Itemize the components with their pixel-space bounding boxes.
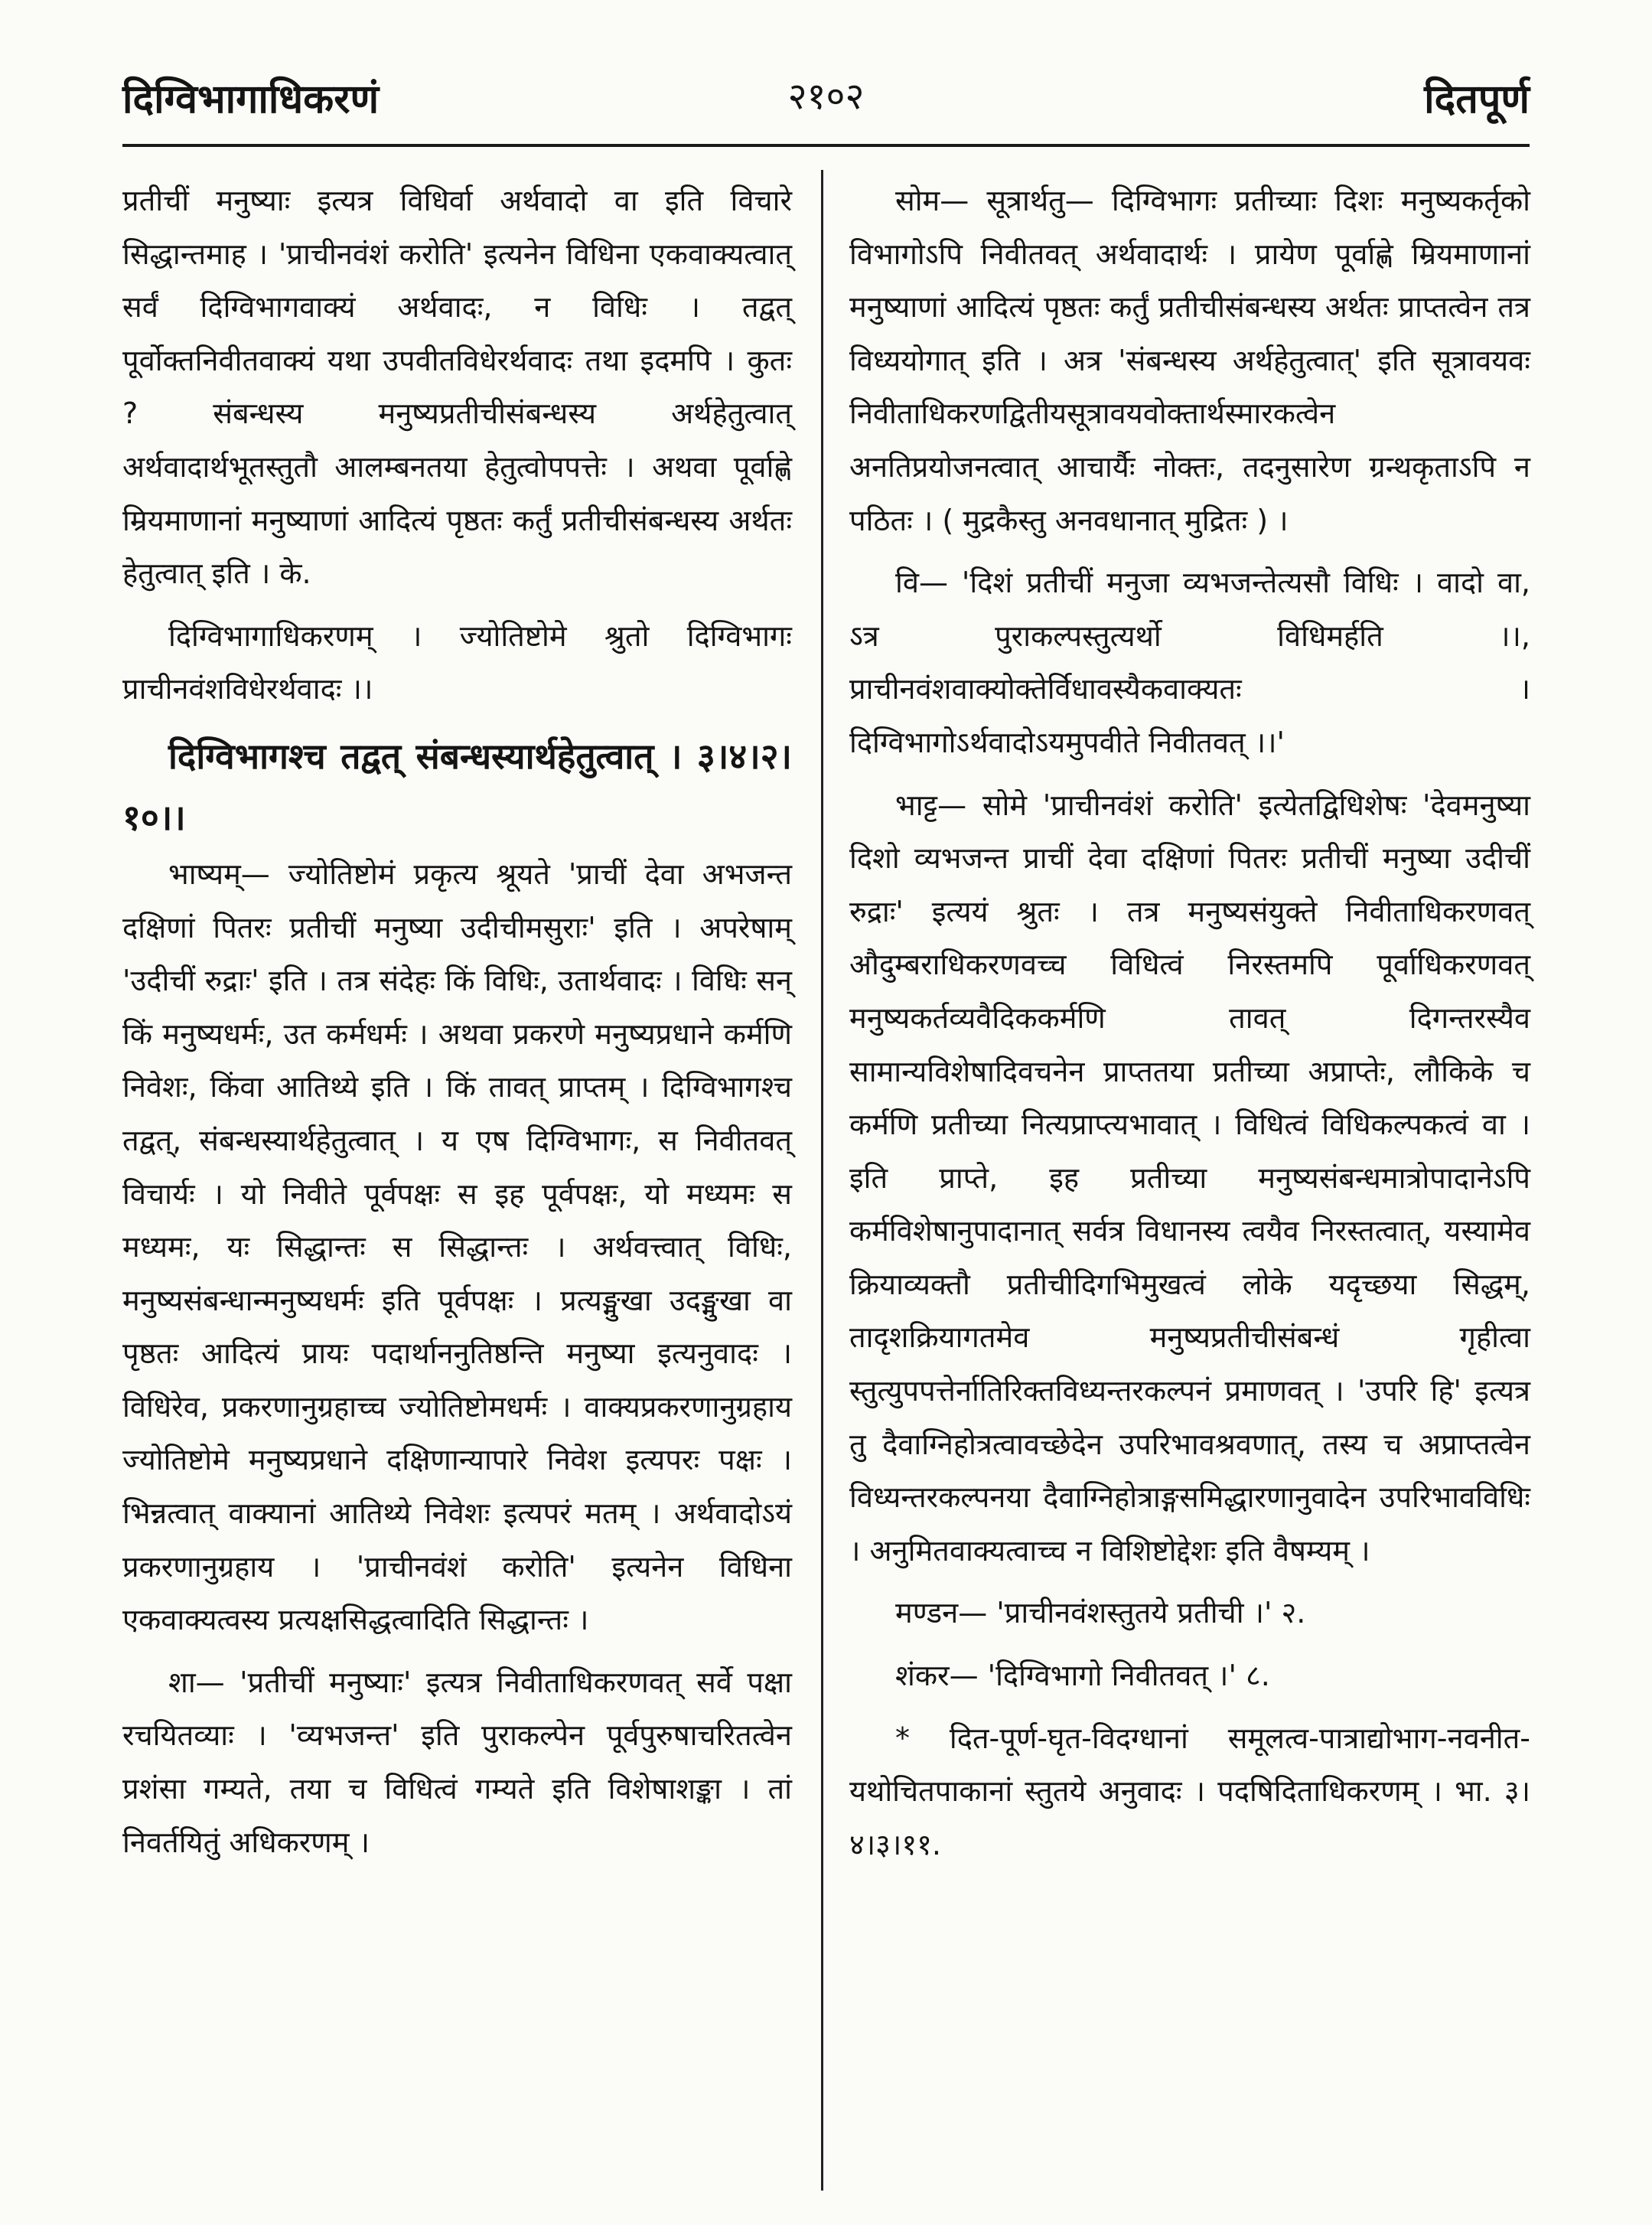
right-column: [849, 175, 1530, 1871]
header-catchword: दितपूर्ण: [1424, 77, 1530, 122]
sutra-text: दिग्विभागश्च तद्वत् संबन्धस्यार्थहेतुत्वात् । ३।४।२।१०।।: [122, 735, 792, 838]
bhashya-paragraph: भाष्यम्— ज्योतिष्टोमं प्रकृत्य श्रूयते 'प्राचीं देवा अभजन्त दक्षिणां पितरः प्रतीचीं मनुष्या उदीचीमसुराः' इति । अपरेषाम् 'उदीचीं रुद्राः' इति । तत्र संदेहः किं विधिः, उतार्थवादः । विधिः सन् किं मनुष्यधर्मः, उत कर्मधर्मः । अथवा प्रकरणे मनुष्यप्रधाने कर्मणि निवेशः, किंवा आतिथ्ये इति । किं तावत् प्राप्तम् । दिग्विभागश्च तद्वत्, संबन्धस्यार्थहेतुत्वात् । य एष दिग्विभागः, स निवीतवत् विचार्यः । यो निवीते पूर्वपक्षः स इह पूर्वपक्षः, यो मध्यमः स मध्यमः, यः सिद्धान्तः स सिद्धान्तः । अर्थवत्त्वात् विधिः, मनुष्यसंबन्धान्मनुष्यधर्मः इति पूर्वपक्षः । प्रत्यङ्मुखा उदङ्मुखा वा पृष्ठतः आदित्यं प्रायः पदार्थाननुतिष्ठन्ति मनुष्या इत्यनुवादः । विधिरेव, प्रकरणानुग्रहाच्च ज्योतिष्टोमधर्मः । वाक्यप्रकरणानुग्रहाय ज्योतिष्टोमे मनुष्यप्रधाने दक्षिणान्यापारे निवेश इत्यपरः पक्षः । भिन्नत्वात् वाक्यानां आतिथ्ये निवेशः इत्यपरं मतम् । अर्थवादोऽयं प्रकरणानुग्रहाय । 'प्राचीनवंशं करोति' इत्यनेन विधिना एकवाक्यत्वस्य प्रत्यक्षसिद्धत्वादिति सिद्धान्तः ।: [122, 856, 792, 1637]
shankara-line: शंकर— 'दिग्विभागो निवीतवत् ।' ८.: [895, 1659, 1270, 1693]
running-header: [122, 70, 1530, 139]
footer-note: * दित-पूर्ण-घृत-विदग्धानां समूलत्व-पात्राद्योभाग-नवनीत-यथोचितपाकानां स्तुतये अनुवादः । पदषिदिताधिकरणम् । भा. ३।४।३।११.: [849, 1721, 1530, 1861]
mandana-line: मण्डन— 'प्राचीनवंशस्तुतये प्रतीची ।' २.: [895, 1596, 1306, 1630]
left-column: [122, 175, 792, 1869]
page-number: २१०२: [787, 75, 865, 118]
adhikarana-title: दिग्विभागाधिकरणम् । ज्योतिष्टोमे श्रुतो दिग्विभागः प्राचीनवंशविधेरर्थवादः ।।: [122, 618, 792, 706]
soma-paragraph: सोम— सूत्रार्थतु— दिग्विभागः प्रतीच्याः दिशः मनुष्यकर्तृको विभागोऽपि निवीतवत् अर्थवादार्थः । प्रायेण पूर्वाह्णे म्रियमाणानां मनुष्याणां आदित्यं पृष्ठतः कर्तुं प्रतीचीसंबन्धस्य अर्थतः प्राप्तत्वेन तत्र विध्ययोगात् इति । अत्र 'संबन्धस्य अर्थहेतुत्वात्' इति सूत्रावयवः निवीताधिकरणद्वितीयसूत्रावयवोक्तार्थस्मारकत्वेन अनतिप्रयोजनत्वात् आचार्यैः नोक्तः, तदनुसारेण ग्रन्थकृताऽपि न पठितः । ( मुद्रकैस्तु अनवधानात् मुद्रितः ) ।: [849, 184, 1530, 537]
vi-verse: वि— 'दिशं प्रतीचीं मनुजा व्यभजन्तेत्यसौ विधिः । वादो वा, ऽत्र पुराकल्पस्तुत्यर्थो विधिमर्हति ।।, प्राचीनवंशवाक्योक्तेर्विधावस्यैकवाक्यतः । दिग्विभागोऽर्थवादोऽयमुपवीते निवीतवत् ।।': [849, 566, 1530, 759]
paragraph-opening: प्रतीचीं मनुष्याः इत्यत्र विधिर्वा अर्थवादो वा इति विचारे सिद्धान्तमाह । 'प्राचीनवंशं करोति' इत्यनेन विधिना एकवाक्यत्वात् सर्वं दिग्विभागवाक्यं अर्थवादः, न विधिः । तद्वत् पूर्वोक्तनिवीतवाक्यं यथा उपवीतविधेरर्थवादः तथा इदमपि । कुतः ? संबन्धस्य मनुष्यप्रतीचीसंबन्धस्य अर्थहेतुत्वात् अर्थवादार्थभूतस्तुतौ आलम्बनतया हेतुत्वोपपत्तेः । अथवा पूर्वाह्णे म्रियमाणानां मनुष्याणां आदित्यं पृष्ठतः कर्तुं प्रतीचीसंबन्धस्य अर्थतः हेतुत्वात् इति । के.: [122, 184, 792, 591]
sha-paragraph: शा— 'प्रतीचीं मनुष्याः' इत्यत्र निवीताधिकरणवत् सर्वे पक्षा रचयितव्याः । 'व्यभजन्त' इति पुराकल्पेन पूर्वपुरुषाचरितत्वेन प्रशंसा गम्यते, तया च विधित्वं गम्यते इति विशेषाशङ्का । तां निवर्तयितुं अधिकरणम् ।: [122, 1665, 792, 1859]
header-rule: [122, 144, 1530, 147]
bhatta-paragraph: भाट्ट— सोमे 'प्राचीनवंशं करोति' इत्येतद्विधिशेषः 'देवमनुष्या दिशो व्यभजन्त प्राचीं देवा दक्षिणां पितरः प्रतीचीं मनुष्या उदीचीं रुद्राः' इत्ययं श्रुतः । तत्र मनुष्यसंयुक्ते निवीताधिकरणवत् औदुम्बराधिकरणवच्च विधित्वं निरस्तमपि पूर्वाधिकरणवत् मनुष्यकर्तव्यवैदिककर्मणि तावत् दिगन्तरस्यैव सामान्यविशेषादिवचनेन प्राप्ततया प्रतीच्या अप्राप्तेः, लौकिके च कर्मणि प्रतीच्या नित्यप्राप्त्यभावात् । विधित्वं विधिकल्पकत्वं वा । इति प्राप्ते, इह प्रतीच्या मनुष्यसंबन्धमात्रोपादानेऽपि कर्मविशेषानुपादानात् सर्वत्र विधानस्य त्वयैव निरस्तत्वात्, यस्यामेव क्रियाव्यक्तौ प्रतीचीदिगभिमुखत्वं लोके यदृच्छया सिद्धम्, तादृशक्रियागतमेव मनुष्यप्रतीचीसंबन्धं गृहीत्वा स्तुत्युपपत्तेर्नातिरिक्तविध्यन्तरकल्पनं प्रमाणवत् । 'उपरि हि' इत्यत्र तु दैवाग्निहोत्रत्वावच्छेदेन उपरिभावश्रवणात्, तस्य च अप्राप्तत्वेन विध्यन्तरकल्पनया दैवाग्निहोत्राङ्गसमिद्धारणानुवादेन उपरिभावविधिः । अनुमितवाक्यत्वाच्च न विशिष्टोद्देशः इति वैषम्यम् ।: [849, 788, 1530, 1568]
header-section-title: दिग्विभागाधिकरणं: [122, 77, 380, 122]
column-divider: [821, 170, 823, 2191]
